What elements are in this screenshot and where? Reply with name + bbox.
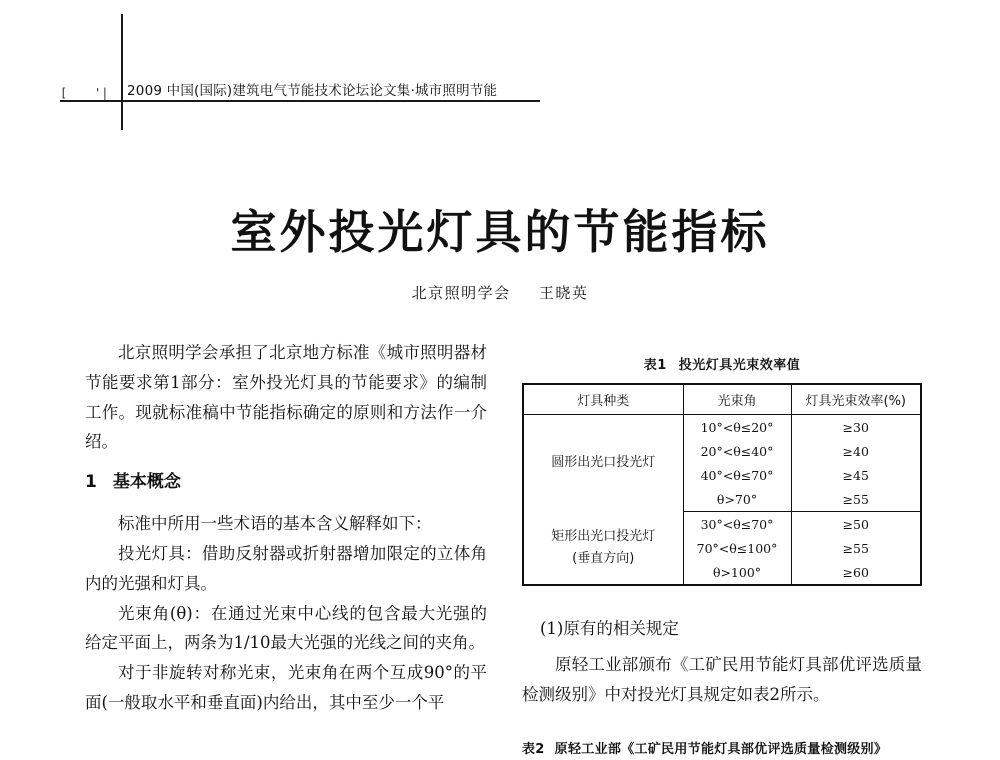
efficiency-cell: ≥30: [791, 415, 921, 440]
header-vertical-rule: [121, 14, 123, 130]
body-paragraph: 原轻工业部颁布《工矿民用节能灯具部优评选质量检测级别》中对投光灯具规定如表2所示。: [522, 655, 922, 704]
table1-title: 投光灯具光束效率值: [678, 358, 801, 373]
header-crop-mark: '|: [94, 86, 109, 100]
running-header: 2009 中国(国际)建筑电气节能技术论坛论文集·城市照明节能: [127, 83, 498, 99]
header-crop-mark: [: [60, 86, 68, 100]
table1-caption: [522, 354, 922, 373]
table2-caption: [522, 738, 922, 757]
efficiency-cell: ≥50: [791, 512, 921, 537]
section-title: 基本概念: [112, 472, 181, 493]
author-name: 王晓英: [538, 284, 589, 302]
table1-header-cell: 光束角: [683, 384, 791, 415]
lamp-type-qualifier: (垂直方向): [572, 550, 635, 566]
section-number: 1: [85, 472, 97, 493]
subsection-heading: (1)原有的相关规定: [540, 619, 679, 638]
table1-lamp-type-cell: [523, 512, 683, 586]
lamp-type-name: 矩形出光口投光灯: [551, 528, 656, 544]
table2-title: 原轻工业部《工矿民用节能灯具部优评选质量检测级别》: [554, 742, 888, 757]
beam-angle-cell: 40°<θ≤70°: [683, 463, 791, 487]
header-horizontal-rule: [60, 100, 540, 102]
beam-angle-cell: 30°<θ≤70°: [683, 512, 791, 537]
beam-angle-cell: 20°<θ≤40°: [683, 439, 791, 463]
body-paragraph: 光束角(θ)：在通过光束中心线的包含最大光强的给定平面上，两条为1/10最大光强的光线之间的夹角。: [85, 603, 487, 653]
article-title: 室外投光灯具的节能指标: [230, 205, 770, 259]
efficiency-cell: ≥55: [791, 536, 921, 560]
section-heading: [85, 467, 487, 497]
efficiency-cell: ≥60: [791, 560, 921, 585]
body-paragraph: 标准中所用一些术语的基本含义解释如下：: [118, 514, 432, 534]
body-paragraph: 投光灯具：借助反射器或折射器增加限定的立体角内的光强和灯具。: [85, 543, 487, 593]
efficiency-cell: ≥40: [791, 439, 921, 463]
efficiency-cell: ≥45: [791, 463, 921, 487]
table1-header-cell: 灯具光束效率(%): [791, 384, 921, 415]
author-affiliation: 北京照明学会: [411, 284, 511, 302]
beam-angle-cell: 70°<θ≤100°: [683, 536, 791, 560]
lamp-type-name: 圆形出光口投光灯: [551, 455, 656, 471]
intro-paragraph: 北京照明学会承担了北京地方标准《城市照明器材节能要求第1部分：室外投光灯具的节能要求》的编制工作。现就标准稿中节能指标确定的原则和方法作一介绍。: [85, 343, 487, 452]
table1: [522, 383, 922, 586]
body-paragraph: 对于非旋转对称光束，光束角在两个互成90°的平面(一般取水平和垂直面)内给出，其中至少一个平: [85, 663, 487, 712]
author-line: [0, 282, 1000, 303]
efficiency-cell: ≥55: [791, 487, 921, 512]
table1-header-cell: 灯具种类: [523, 384, 683, 415]
table-row: [523, 415, 921, 440]
table1-label: 表1: [643, 358, 667, 373]
table1-header-row: [523, 384, 921, 415]
right-column: [522, 346, 922, 757]
left-column: [85, 338, 487, 718]
table1-lamp-type-cell: [523, 415, 683, 512]
table-row: [523, 512, 921, 537]
table2-label: 表2: [522, 742, 545, 757]
beam-angle-cell: θ>100°: [683, 560, 791, 585]
beam-angle-cell: θ>70°: [683, 487, 791, 512]
beam-angle-cell: 10°<θ≤20°: [683, 415, 791, 440]
